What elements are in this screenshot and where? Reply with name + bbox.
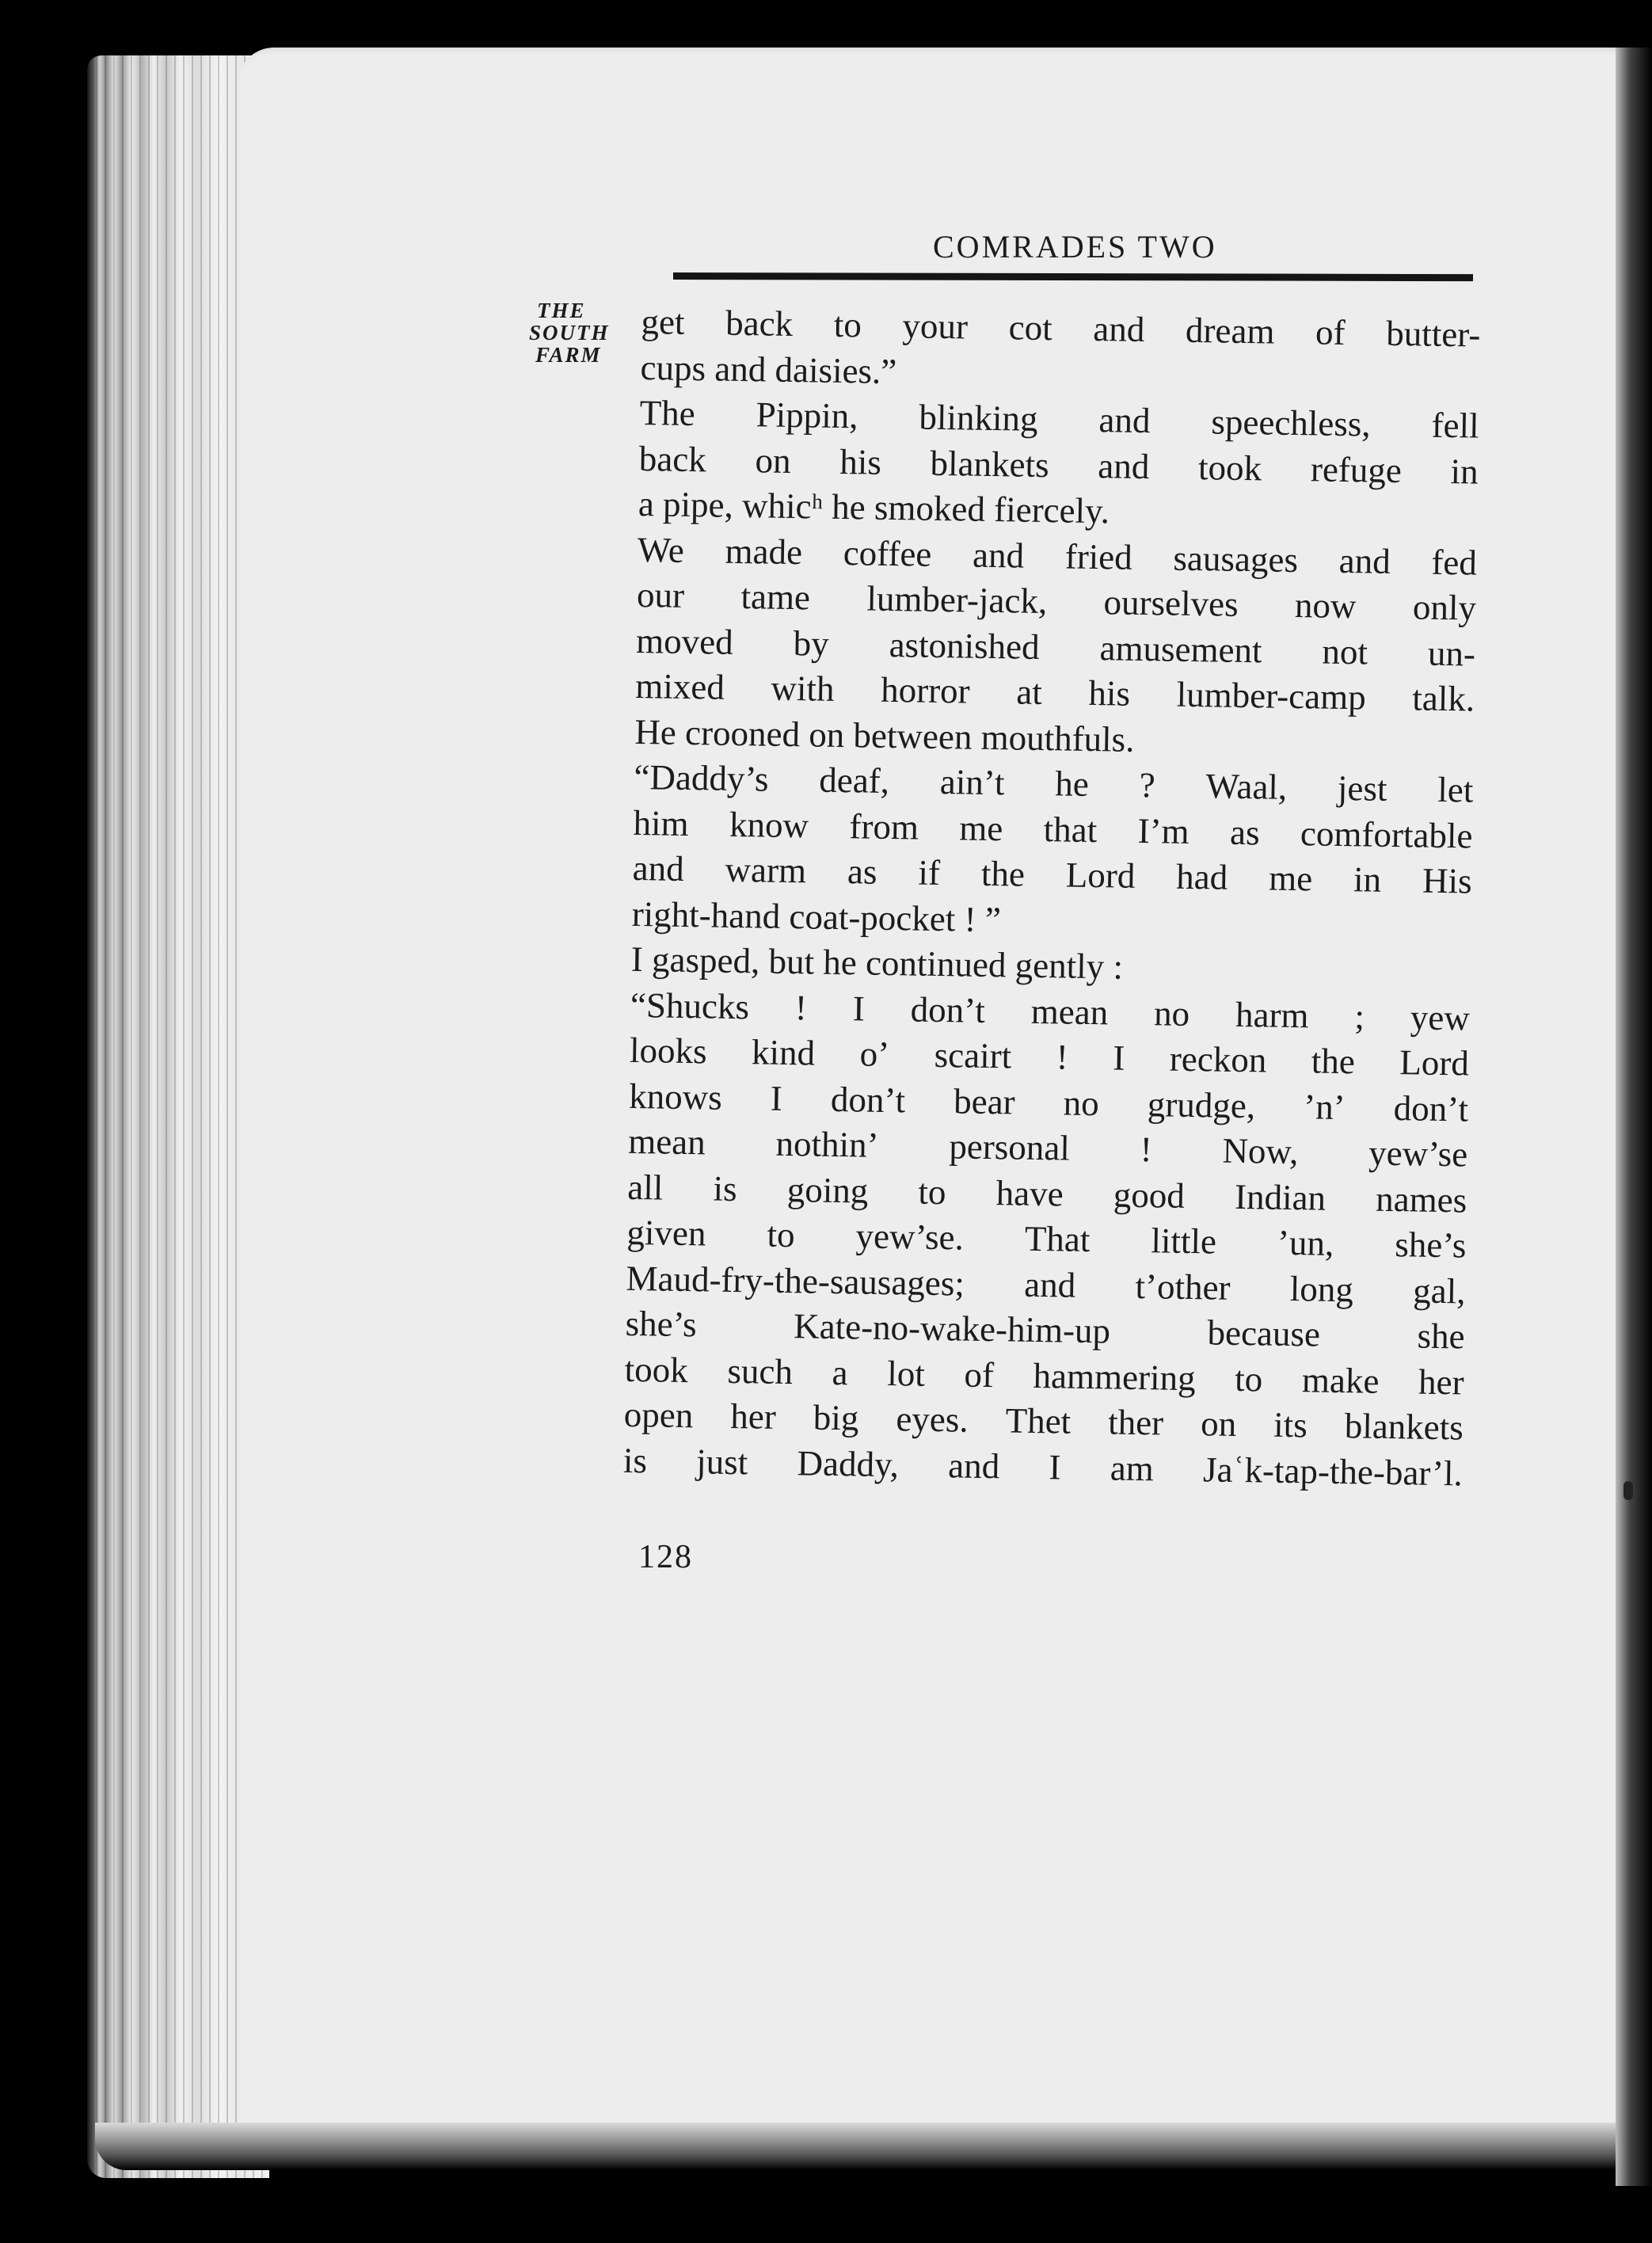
page-number: 128 [638, 1539, 693, 1575]
text-line: The Pippin, blinking and speechless, fell [639, 392, 1480, 446]
side-note-line: FARM [535, 343, 602, 367]
text-line: our tame lumber-jack, ourselves now only [636, 574, 1477, 628]
page-bottom-edge [95, 2123, 1631, 2170]
text-line: given to yew’se. That little ’un, she’s [626, 1212, 1467, 1266]
text-line: looks kind o’ scairt ! I reckon the Lord [629, 1030, 1470, 1083]
text-line: mean nothin’ personal ! Now, yew’se [627, 1121, 1468, 1175]
body-text [623, 299, 1481, 1496]
text-line: all is going to have good Indian names [627, 1167, 1467, 1221]
binding-gutter [1616, 48, 1652, 2186]
text-line: “Daddy’s deaf, ain’t he ? Waal, jest let [634, 756, 1474, 810]
text-line: and warm as if the Lord had me in His [632, 847, 1472, 901]
text-line: open her big eyes. Thet ther on its blankets [623, 1394, 1464, 1448]
text-line: a pipe, whicʰ he smoked fiercely. [638, 483, 1110, 531]
text-line: took such a lot of hammering to make her [624, 1349, 1464, 1402]
text-line: We made coffee and fried sausages and fed [637, 529, 1478, 583]
gutter-mark [1623, 1481, 1633, 1500]
text-line: get back to your cot and dream of butter- [641, 301, 1481, 355]
text-line: cups and daisies.” [640, 347, 897, 391]
text-line: right-hand coat-pocket ! ” [631, 893, 1002, 939]
text-line: is just Daddy, and I am Jaʿk-tap-the-bar’l. [622, 1440, 1464, 1493]
text-line: back on his blankets and took refuge in [638, 438, 1479, 492]
text-line: Maud-fry-the-sausages; and t’other long gal, [626, 1258, 1466, 1311]
side-note-line: SOUTH [529, 321, 610, 345]
text-line: mixed with horror at his lumber-camp talk. [634, 665, 1475, 719]
text-line: I gasped, but he continued gently : [630, 939, 1124, 987]
text-line: she’s Kate-no-wake-him-up because she [625, 1303, 1465, 1357]
text-line: “Shucks ! I don’t mean no harm ; yew [630, 984, 1471, 1038]
running-head: COMRADES TWO [933, 229, 1217, 265]
text-line: moved by astonished amusement not un- [635, 620, 1476, 674]
text-line: He crooned on between mouthfuls. [634, 711, 1135, 760]
side-note-line: THE [537, 299, 586, 322]
text-line: him know from me that I’m as comfortable [633, 802, 1473, 856]
text-line: knows I don’t bear no grudge, ’n’ don’t [628, 1076, 1469, 1129]
